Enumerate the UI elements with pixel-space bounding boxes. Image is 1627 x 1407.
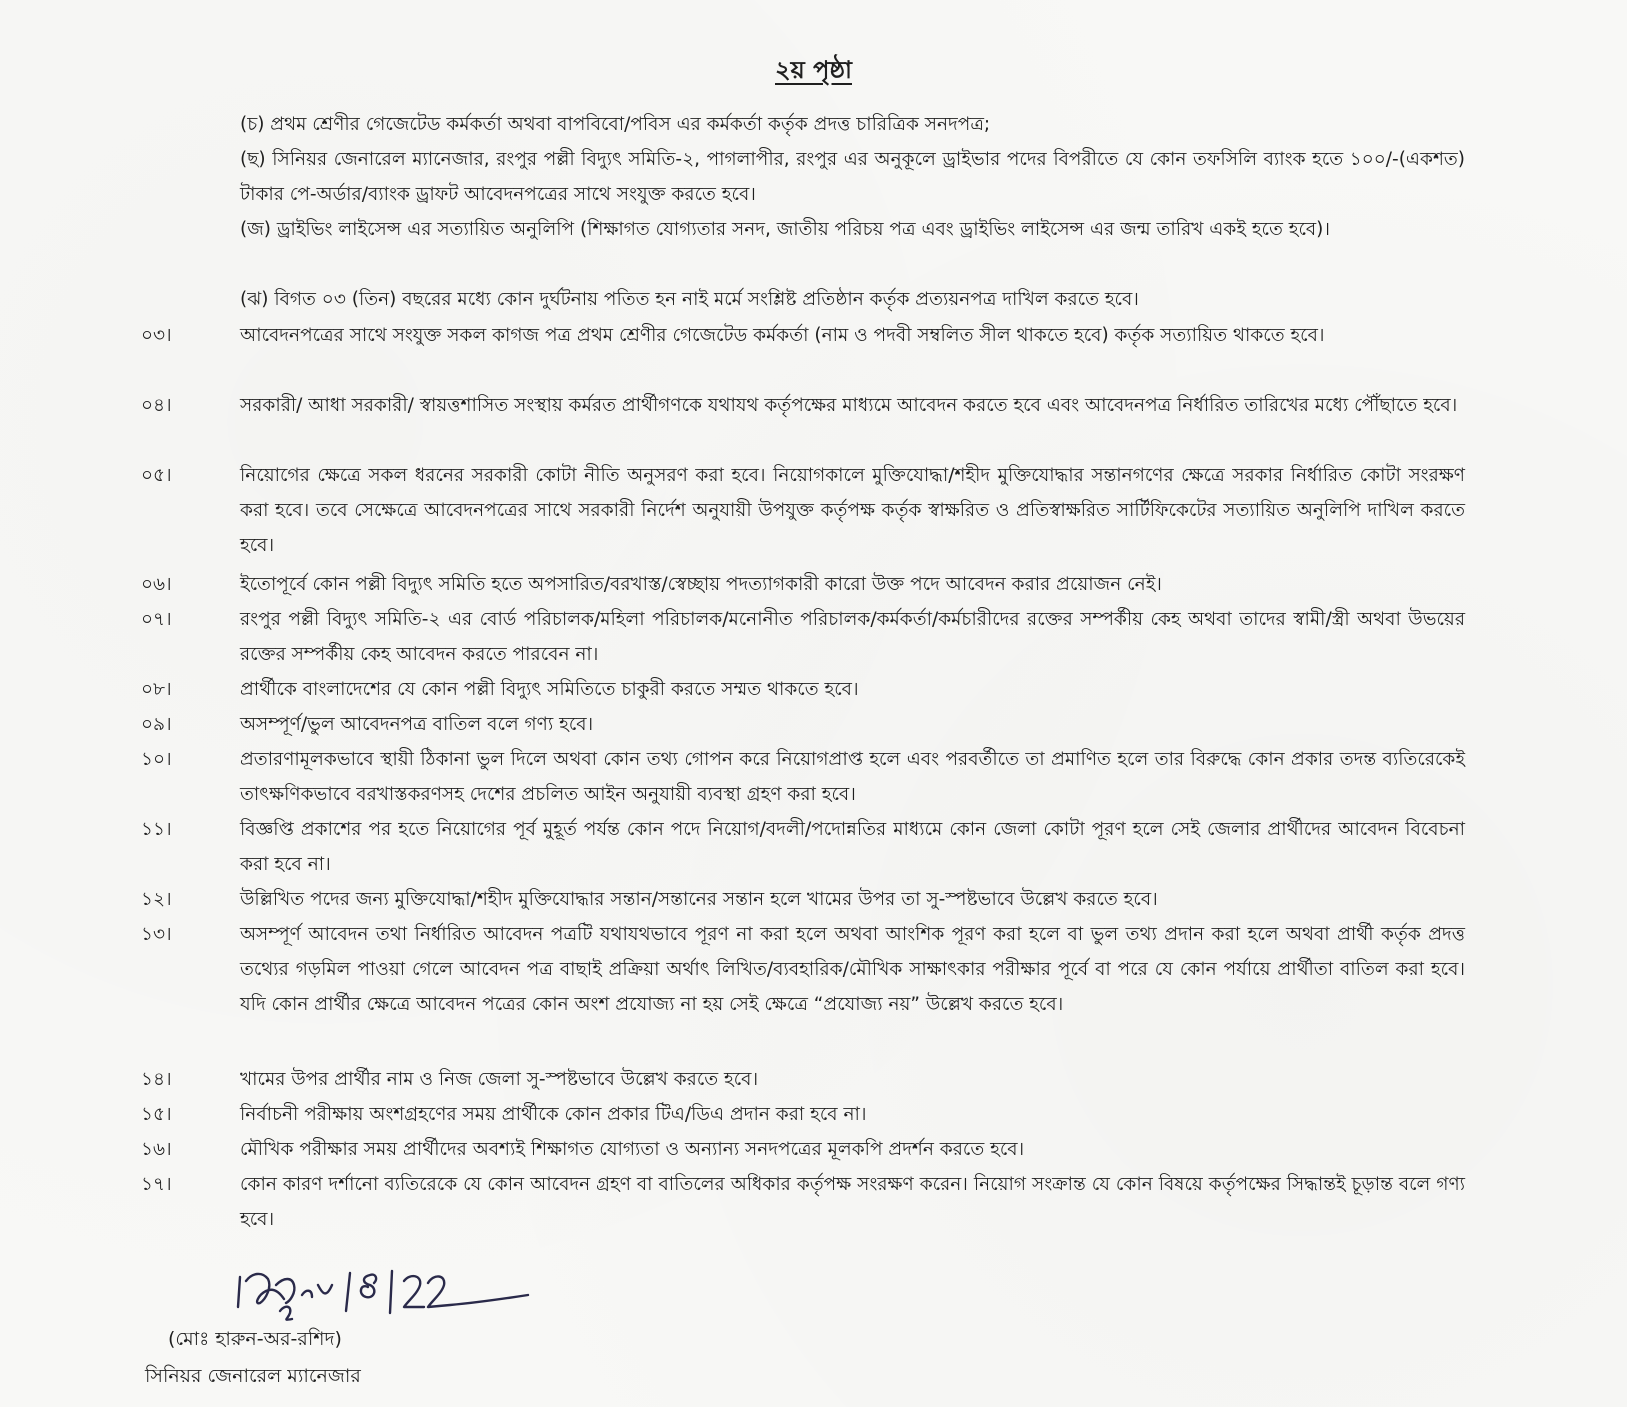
page-title: ২য় পৃষ্ঠা — [775, 56, 852, 84]
handwritten-signature — [232, 1255, 532, 1325]
item-number: ০৮। — [141, 679, 172, 700]
item-number: ০৩। — [141, 325, 172, 346]
item-number: ১০। — [141, 749, 172, 770]
signatory-designation: সিনিয়র জেনারেল ম্যানেজার — [145, 1365, 361, 1387]
sub-item-ja: (জ) ড্রাইভিং লাইসেন্স এর সত্যায়িত অনুলিপি (শিক্ষাগত যোগ্যতার সনদ, জাতীয় পরিচয় পত্র এবং ড্রাইভিং লাইসেন্স এর জন্ম তারিখ একই হতে হবে)। — [240, 219, 1331, 240]
item-number: ০৫। — [141, 465, 172, 486]
item-number: ১৭। — [141, 1174, 172, 1195]
item-number: ০৯। — [141, 714, 172, 735]
item-text: সরকারী/ আধা সরকারী/ স্বায়ত্তশাসিত সংস্থায় কর্মরত প্রার্থীগণকে যথাযথ কর্তৃপক্ষের মাধ্যমে আবেদন করতে হবে এবং আবেদনপত্র নির্ধারিত তারিখের মধ্যে পৌঁছাতে হবে। — [240, 395, 1458, 416]
item-text: ইতোপূর্বে কোন পল্লী বিদ্যুৎ সমিতি হতে অপসারিত/বরখাস্ত/স্বেচ্ছায় পদত্যাগকারী কারো উক্ত পদে আবেদন করার প্রয়োজন নেই। — [240, 574, 1162, 595]
item-text: বিজ্ঞপ্তি প্রকাশের পর হতে নিয়োগের পূর্ব মুহূর্ত পর্যন্ত কোন পদে নিয়োগ/বদলী/পদোন্নতির মাধ্যমে কোন জেলা কোটা পূরণ হলে সেই জেলার প্রার্থীদের আবেদন বিবেচনা করা হবে না। — [240, 819, 1465, 875]
item-text: খামের উপর প্রার্থীর নাম ও নিজ জেলা সু-স্পষ্টভাবে উল্লেখ করতে হবে। — [240, 1069, 759, 1090]
item-text: প্রতারণামূলকভাবে স্থায়ী ঠিকানা ভুল দিলে অথবা কোন তথ্য গোপন করে নিয়োগপ্রাপ্ত হলে এবং পরবর্তীতে তা প্রমাণিত হলে তার বিরুদ্ধে কোন প্রকার তদন্ত ব্যতিরেকেই তাৎক্ষণিকভাবে বরখাস্তকরণসহ দেশের প্রচলিত আইন অনুযায়ী ব্যবস্থা গ্রহণ করা হবে। — [240, 749, 1465, 805]
item-number: ১৬। — [141, 1139, 172, 1160]
item-number: ১২। — [141, 889, 172, 910]
item-number: ০৭। — [141, 609, 172, 630]
item-text: মৌখিক পরীক্ষার সময় প্রার্থীদের অবশ্যই শিক্ষাগত যোগ্যতা ও অন্যান্য সনদপত্রের মূলকপি প্রদর্শন করতে হবে। — [240, 1139, 1025, 1160]
item-text: অসম্পূর্ণ আবেদন তথা নির্ধারিত আবেদন পত্রটি যথাযথভাবে পূরণ না করা হলে অথবা আংশিক পূরণ করা হলে বা ভুল তথ্য প্রদান করা হলে অথবা প্রার্থী কর্তৃক প্রদত্ত তথ্যের গড়মিল পাওয়া গেলে আবেদন পত্র বাছাই প্রক্রিয়া অর্থাৎ লিখিত/ব্যবহারিক/মৌখিক সাক্ষাৎকার পরীক্ষার পূর্বে বা পরে যে কোন পর্যায়ে প্রার্থীতা বাতিল করা হবে। যদি কোন প্রার্থীর ক্ষেত্রে আবেদন পত্রের কোন অংশ প্রযোজ্য না হয় সেই ক্ষেত্রে “প্রযোজ্য নয়” উল্লেখ করতে হবে। — [240, 924, 1465, 1015]
item-number: ০৬। — [141, 574, 172, 595]
item-text: উল্লিখিত পদের জন্য মুক্তিযোদ্ধা/শহীদ মুক্তিযোদ্ধার সন্তান/সন্তানের সন্তান হলে খামের উপর তা সু-স্পষ্টভাবে উল্লেখ করতে হবে। — [240, 889, 1158, 910]
item-number: ১৩। — [141, 924, 172, 945]
item-number: ০৪। — [141, 395, 172, 416]
item-text: রংপুর পল্লী বিদ্যুৎ সমিতি-২ এর বোর্ড পরিচালক/মহিলা পরিচালক/মনোনীত পরিচালক/কর্মকর্তা/কর্মচারীদের রক্তের সম্পর্কীয় কেহ অথবা তাদের স্বামী/স্ত্রী অথবা উভয়ের রক্তের সম্পর্কীয় কেহ আবেদন করতে পারবেন না। — [240, 609, 1465, 665]
item-text: প্রার্থীকে বাংলাদেশের যে কোন পল্লী বিদ্যুৎ সমিতিতে চাকুরী করতে সম্মত থাকতে হবে। — [240, 679, 859, 700]
item-text: কোন কারণ দর্শানো ব্যতিরেকে যে কোন আবেদন গ্রহণ বা বাতিলের অধিকার কর্তৃপক্ষ সংরক্ষণ করেন। নিয়োগ সংক্রান্ত যে কোন বিষয়ে কর্তৃপক্ষের সিদ্ধান্তই চূড়ান্ত বলে গণ্য হবে। — [240, 1174, 1465, 1230]
item-text: নির্বাচনী পরীক্ষায় অংশগ্রহণের সময় প্রার্থীকে কোন প্রকার টিএ/ডিএ প্রদান করা হবে না। — [240, 1104, 867, 1125]
item-text: আবেদনপত্রের সাথে সংযুক্ত সকল কাগজ পত্র প্রথম শ্রেণীর গেজেটেড কর্মকর্তা (নাম ও পদবী সম্বলিত সীল থাকতে হবে) কর্তৃক সত্যায়িত থাকতে হবে। — [240, 325, 1325, 346]
item-number: ১৫। — [141, 1104, 172, 1125]
sub-item-jha: (ঝ) বিগত ০৩ (তিন) বছরের মধ্যে কোন দুর্ঘটনায় পতিত হন নাই মর্মে সংশ্লিষ্ট প্রতিষ্ঠান কর্তৃক প্রত্যয়নপত্র দাখিল করতে হবে। — [240, 289, 1139, 310]
signatory-name: (মোঃ হারুন-অর-রশিদ) — [168, 1328, 342, 1350]
item-text: অসম্পূর্ণ/ভুল আবেদনপত্র বাতিল বলে গণ্য হবে। — [240, 714, 594, 735]
item-text: নিয়োগের ক্ষেত্রে সকল ধরনের সরকারী কোটা নীতি অনুসরণ করা হবে। নিয়োগকালে মুক্তিযোদ্ধা/শহীদ মুক্তিযোদ্ধার সন্তানগণের ক্ষেত্রে সরকার নির্ধারিত কোটা সংরক্ষণ করা হবে। তবে সেক্ষেত্রে আবেদনপত্রের সাথে সরকারী নির্দেশ অনুযায়ী উপযুক্ত কর্তৃপক্ষ কর্তৃক স্বাক্ষরিত ও প্রতিস্বাক্ষরিত সার্টিফিকেটের সত্যায়িত অনুলিপি দাখিল করতে হবে। — [240, 465, 1465, 556]
sub-item-cha: (চ) প্রথম শ্রেণীর গেজেটেড কর্মকর্তা অথবা বাপবিবো/পবিস এর কর্মকর্তা কর্তৃক প্রদত্ত চারিত্রিক সনদপত্র; — [240, 114, 991, 135]
item-number: ১৪। — [141, 1069, 172, 1090]
item-number: ১১। — [141, 819, 172, 840]
sub-item-chha: (ছ) সিনিয়র জেনারেল ম্যানেজার, রংপুর পল্লী বিদ্যুৎ সমিতি-২, পাগলাপীর, রংপুর এর অনুকূলে ড্রাইভার পদের বিপরীতে যে কোন তফসিলি ব্যাংক হতে ১০০/-(একশত) টাকার পে-অর্ডার/ব্যাংক ড্রাফট আবেদনপত্রের সাথে সংযুক্ত করতে হবে। — [240, 149, 1465, 205]
